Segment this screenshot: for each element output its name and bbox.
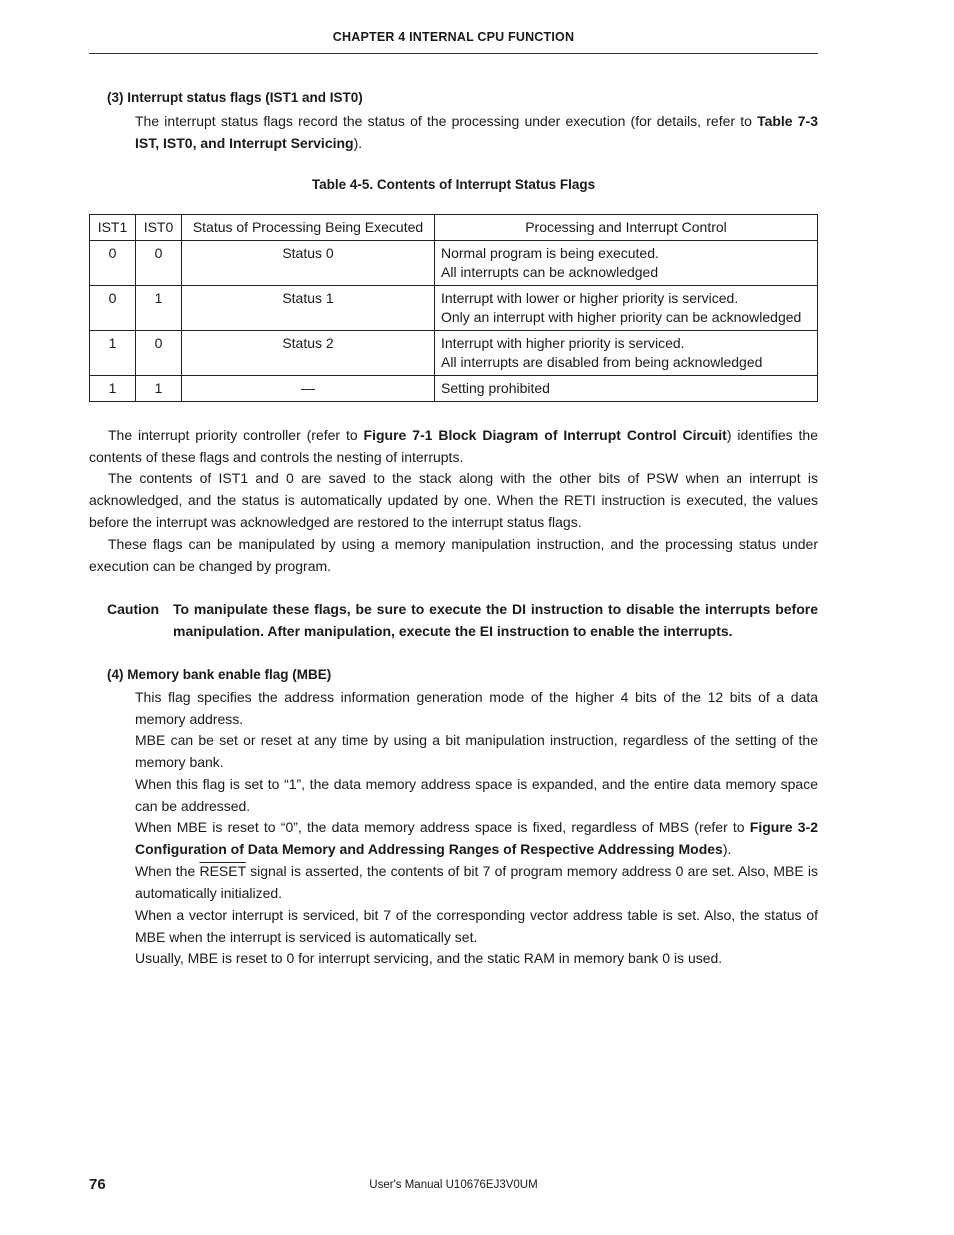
figure-3-2-reference: Figure 3-2 Configuration of Data Memory and Addressing Ranges of Respective Addressing Modes <box>135 819 819 857</box>
footer-manual-id: User's Manual U10676EJ3V0UM <box>369 1179 538 1191</box>
caution-text: To manipulate these flags, be sure to execute the DI instruction to disable the interrupts before manipulation. After manipulation, execute the EI instruction to enable the interrupts. <box>173 601 818 639</box>
cell-ist1: 1 <box>90 331 136 376</box>
paragraph-text: These flags can be manipulated by using a memory manipulation instruction, and the processing status under execution can be changed by program. <box>89 536 818 574</box>
cell-control <box>435 331 818 376</box>
table-7-3-reference: Table 7-3 IST, IST0, and Interrupt Servicing <box>135 113 818 151</box>
mbe-paragraph-4 <box>135 816 818 860</box>
cell-ist0: 1 <box>136 376 182 402</box>
paragraph-priority-controller <box>89 424 818 468</box>
paragraph-text: When the <box>135 863 200 879</box>
control-line-2: All interrupts can be acknowledged <box>441 264 659 280</box>
paragraph-text: The contents of IST1 and 0 are saved to the stack along with the other bits of PSW when an interrupt is acknowledged, and the status is automatically updated by one. When the RETI instruction is executed, the values before the interrupt was acknowledged are restored to the interrupt status flags. <box>89 470 818 530</box>
section-4-title: (4) Memory bank enable flag (MBE) <box>107 667 332 682</box>
mbe-paragraph-1: This flag specifies the address information generation mode of the higher 4 bits of the 12 bits of a data memory address. <box>135 689 818 727</box>
section-3-title: (3) Interrupt status flags (IST1 and IST0) <box>107 90 363 105</box>
cell-ist1: 1 <box>90 376 136 402</box>
cell-status: Status 0 <box>182 241 435 286</box>
control-line-2: All interrupts are disabled from being acknowledged <box>441 354 763 370</box>
section-3-intro-end: ). <box>353 135 363 151</box>
paragraph-text: ). <box>722 841 732 857</box>
table-row <box>90 286 818 331</box>
cell-status: Status 1 <box>182 286 435 331</box>
header-divider <box>89 53 818 54</box>
cell-control: Setting prohibited <box>435 376 818 402</box>
caution-label: Caution <box>107 601 160 617</box>
section-3-intro <box>135 110 818 154</box>
table-row <box>90 376 818 402</box>
cell-ist1: 0 <box>90 286 136 331</box>
column-header-control: Processing and Interrupt Control <box>435 215 818 241</box>
cell-control <box>435 241 818 286</box>
cell-ist0: 0 <box>136 331 182 376</box>
cell-control <box>435 286 818 331</box>
paragraph-text: signal is asserted, the contents of bit 7 of program memory address 0 are set. Also, MBE is automatically initialized. <box>135 863 818 901</box>
page-number: 76 <box>89 1176 106 1193</box>
column-header-status: Status of Processing Being Executed <box>182 215 435 241</box>
interrupt-status-table <box>89 214 818 402</box>
cell-ist0: 1 <box>136 286 182 331</box>
table-row <box>90 241 818 286</box>
control-line-2: Only an interrupt with higher priority can be acknowledged <box>441 309 802 325</box>
paragraph-text: When MBE is reset to “0”, the data memory address space is fixed, regardless of MBS (refer to <box>135 819 750 835</box>
paragraph-text: ) identifies the contents of these flags and controls the nesting of interrupts. <box>89 427 818 465</box>
table-title: Table 4-5. Contents of Interrupt Status Flags <box>311 177 596 192</box>
control-line-1: Interrupt with lower or higher priority is serviced. <box>441 290 739 306</box>
mbe-paragraph-7: Usually, MBE is reset to 0 for interrupt servicing, and the static RAM in memory bank 0 is used. <box>135 950 723 966</box>
cell-ist0: 0 <box>136 241 182 286</box>
table-row <box>90 331 818 376</box>
column-header-ist0: IST0 <box>136 215 182 241</box>
table-header-row <box>90 215 818 241</box>
mbe-paragraph-5 <box>135 860 818 904</box>
mbe-paragraph-6: When a vector interrupt is serviced, bit 7 of the corresponding vector address table is set. Also, the status of MBE when the interrupt is serviced is automatically set. <box>135 907 818 945</box>
cell-status: — <box>182 376 435 402</box>
paragraph-manipulation <box>89 533 818 577</box>
cell-status: Status 2 <box>182 331 435 376</box>
control-line-1: Interrupt with higher priority is serviced. <box>441 335 685 351</box>
paragraph-stack-save <box>89 467 818 533</box>
cell-ist1: 0 <box>90 241 136 286</box>
column-header-ist1: IST1 <box>90 215 136 241</box>
figure-7-1-reference: Figure 7-1 Block Diagram of Interrupt Control Circuit <box>363 427 727 443</box>
mbe-paragraph-2: MBE can be set or reset at any time by using a bit manipulation instruction, regardless of the setting of the memory bank. <box>135 732 818 770</box>
section-3-intro-text: The interrupt status flags record the status of the processing under execution (for details, refer to <box>135 113 758 129</box>
mbe-paragraph-3: When this flag is set to “1”, the data memory address space is expanded, and the entire data memory space can be addressed. <box>135 776 818 814</box>
control-line-1: Normal program is being executed. <box>441 245 659 261</box>
reset-signal: RESET <box>199 863 246 879</box>
paragraph-text: The interrupt priority controller (refer to <box>108 427 364 443</box>
chapter-header: CHAPTER 4 INTERNAL CPU FUNCTION <box>332 30 575 44</box>
